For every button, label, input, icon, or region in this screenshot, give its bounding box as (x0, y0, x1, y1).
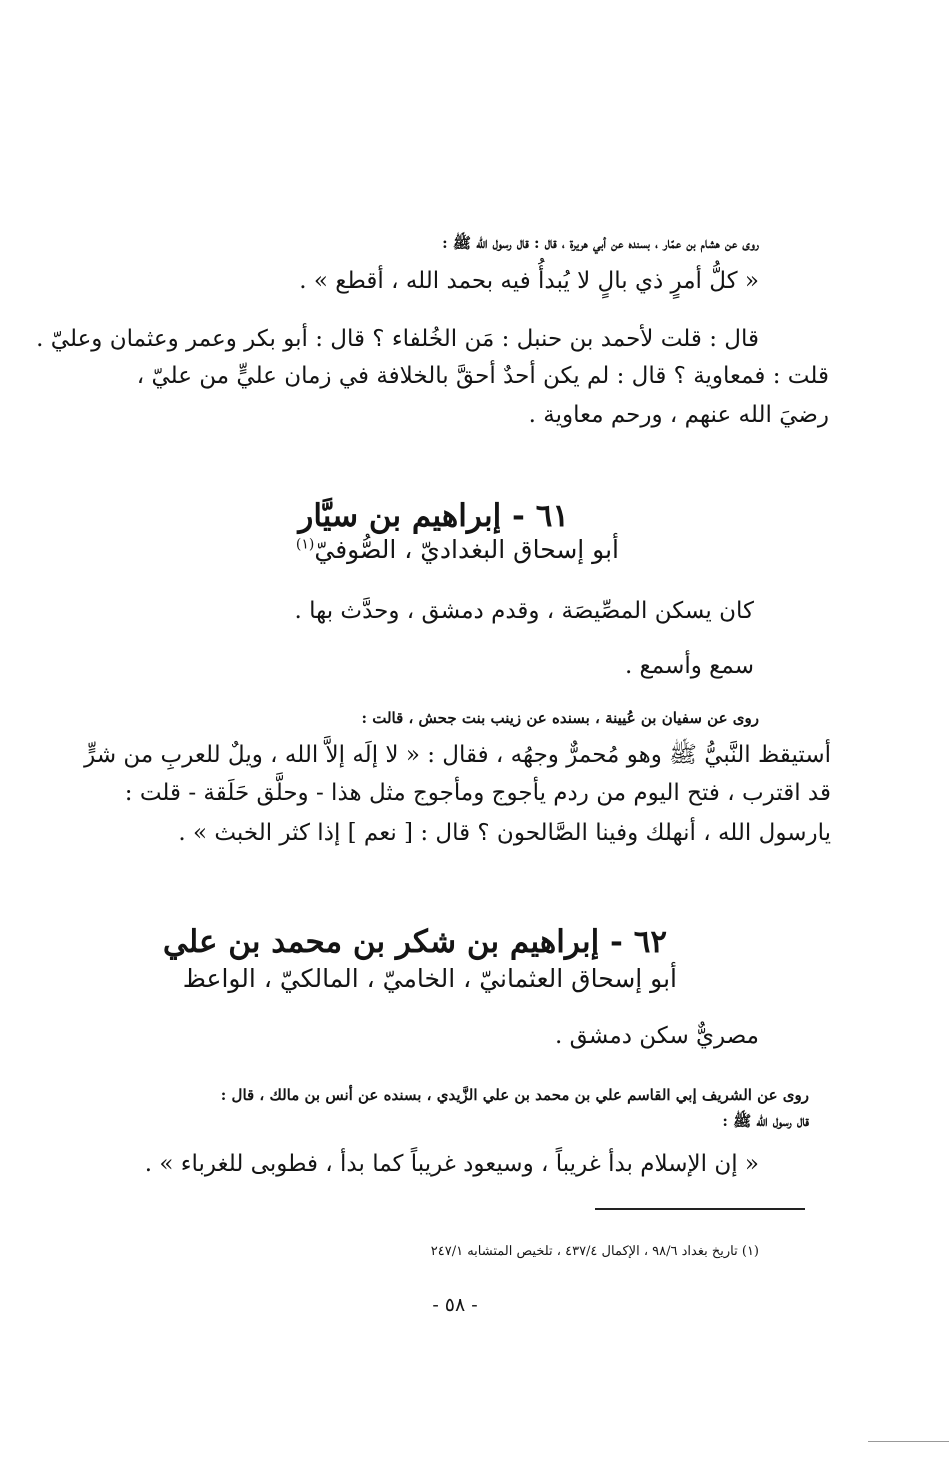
entry-61-subtitle-text: أبو إسحاق البغداديّ ، الصُّوفيّ (314, 535, 619, 564)
entry-61-isnad: روى عن سفيان بن عُيينة ، بسنده عن زينب بنت جحش ، قالت : (361, 709, 759, 727)
entry-62-title: ٦٢ - إبراهيم بن شكر بن محمد بن علي (162, 924, 667, 960)
paragraph-line-3: رضيَ الله عنهم ، ورحم معاوية . (528, 402, 829, 428)
page-number: - ٥٨ - (432, 1294, 478, 1316)
paragraph-line-2: قلت : فمعاوية ؟ قال : لم يكن أحدٌ أحقَّ بالخلافة في زمان عليٍّ من عليّ ، (136, 363, 829, 389)
scan-edge-line (868, 1441, 949, 1442)
entry-62-subtitle: أبو إسحاق العثمانيّ ، الخاميّ ، المالكيّ ، الواعظ (182, 964, 677, 993)
entry-62-isnad-1: روى عن الشريف إبي القاسم علي بن محمد بن علي الزَّيدي ، بسنده عن أنس بن مالك ، قال : (220, 1086, 809, 1104)
entry-62-hadith: « إن الإسلام بدأ غريباً ، وسيعود غريباً كما بدأ ، فطوبى للغرباء » . (144, 1151, 759, 1177)
entry-61-hadith-3: يارسول الله ، أنهلك وفينا الصَّالحون ؟ قال : [ نعم ] إذا كثر الخبث » . (178, 820, 831, 846)
entry-62-isnad-2: قال رسول الله ﷺ : (722, 1112, 809, 1130)
isnad-hisham: روى عن هشام بن عمّار ، بسنده عن أبي هريرة ، قال : قال رسول الله ﷺ : (442, 234, 759, 252)
entry-61-line-2: سمع وأسمع . (624, 653, 754, 679)
entry-61-hadith-1: أستيقظ النَّبيُّ ﷺ وهو مُحمرٌّ وجهُه ، فقال : « لا إلَه إلاَّ الله ، ويلٌ للعربِ من شرٍّ (84, 742, 831, 768)
entry-61-subtitle (296, 535, 619, 564)
paragraph-line-1: قال : قلت لأحمد بن حنبل : مَن الخُلفاء ؟ قال : أبو بكر وعمر وعثمان وعليّ . (36, 326, 759, 352)
entry-61-line-1: كان يسكن المصِّيصَة ، وقدم دمشق ، وحدَّث بها . (294, 598, 754, 624)
entry-61-hadith-2: قد اقترب ، فتح اليوم من ردم يأجوج ومأجوج مثل هذا - وحلَّق حَلَقة - قلت : (124, 780, 831, 806)
entry-62-line-1: مصريٌّ سكن دمشق . (555, 1023, 759, 1049)
footnote-separator (595, 1208, 805, 1210)
entry-61-title: ٦١ - إبراهيم بن سيَّار (298, 498, 569, 534)
hadith-basmala: « كلُّ أمرٍ ذي بالٍ لا يُبدأُ فيه بحمد الله ، أقطع » . (299, 268, 759, 294)
footnote-reference: (١) (295, 536, 315, 553)
footnote-text: (١) تاريخ بغداد ٩٨/٦ ، الإكمال ٤٣٧/٤ ، تلخيص المتشابه ٢٤٧/١ (430, 1244, 759, 1259)
